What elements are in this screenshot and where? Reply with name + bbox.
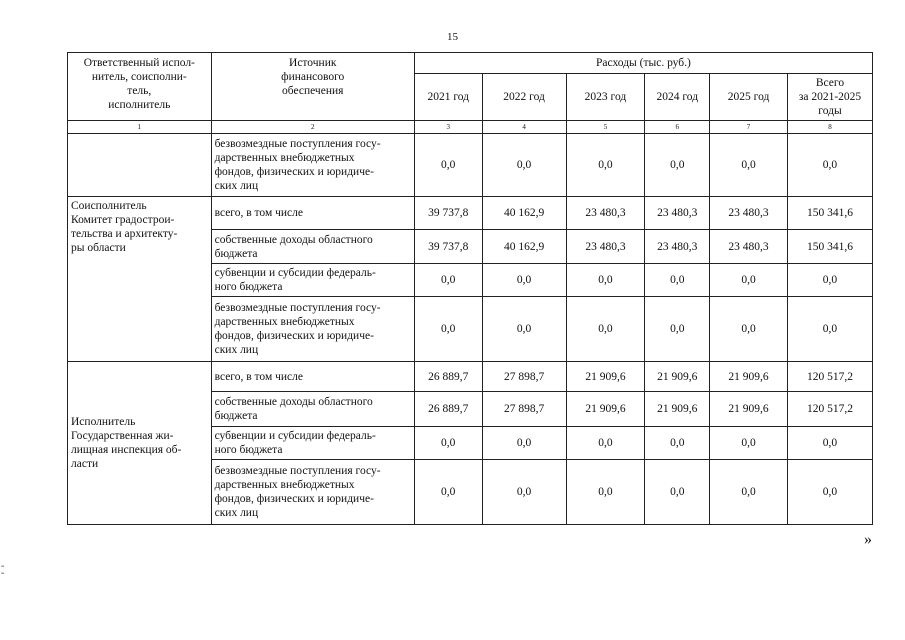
value-cell: 0,0: [566, 134, 645, 197]
source-cell: безвозмездные поступления госу- дарственных внебюджетных фондов, физических и юридиче- ских лиц: [211, 297, 414, 362]
value-cell: 0,0: [710, 134, 788, 197]
header-year: 2023 год: [566, 74, 645, 121]
column-index: 4: [482, 121, 566, 134]
header-year: 2022 год: [482, 74, 566, 121]
value-cell: 0,0: [414, 134, 482, 197]
total-cell: 0,0: [787, 264, 872, 297]
value-cell: 0,0: [710, 460, 788, 525]
column-index: 8: [787, 121, 872, 134]
value-cell: 40 162,9: [482, 197, 566, 230]
value-cell: 0,0: [645, 134, 710, 197]
column-index: 3: [414, 121, 482, 134]
value-cell: 21 909,6: [566, 362, 645, 392]
value-cell: 0,0: [645, 460, 710, 525]
total-cell: 0,0: [787, 460, 872, 525]
value-cell: 0,0: [710, 297, 788, 362]
value-cell: 26 889,7: [414, 362, 482, 392]
table-row: [68, 197, 873, 230]
total-cell: 0,0: [787, 134, 872, 197]
source-cell: безвозмездные поступления госу- дарственных внебюджетных фондов, физических и юридиче- ских лиц: [211, 460, 414, 525]
total-cell: 150 341,6: [787, 197, 872, 230]
expenses-table: [67, 52, 873, 525]
header-responsible: Ответственный испол- нитель, соисполни- тель, исполнитель: [68, 53, 212, 121]
value-cell: 0,0: [482, 134, 566, 197]
value-cell: 23 480,3: [645, 230, 710, 264]
closing-quote: »: [864, 531, 872, 548]
page-number: 15: [447, 31, 458, 43]
value-cell: 0,0: [566, 297, 645, 362]
source-cell: субвенции и субсидии федераль- ного бюджета: [211, 427, 414, 460]
value-cell: 23 480,3: [645, 197, 710, 230]
value-cell: 0,0: [710, 264, 788, 297]
value-cell: 0,0: [482, 460, 566, 525]
margin-marks: ≡ ≡: [1, 564, 5, 577]
total-cell: 0,0: [787, 297, 872, 362]
value-cell: 0,0: [710, 427, 788, 460]
column-index-row: [68, 121, 873, 134]
value-cell: 0,0: [566, 264, 645, 297]
value-cell: 23 480,3: [710, 230, 788, 264]
header-year: 2021 год: [414, 74, 482, 121]
value-cell: 0,0: [645, 427, 710, 460]
value-cell: 0,0: [414, 297, 482, 362]
value-cell: 0,0: [566, 460, 645, 525]
header-source: Источник финансового обеспечения: [211, 53, 414, 121]
header-expenses: Расходы (тыс. руб.): [414, 53, 872, 74]
source-cell: всего, в том числе: [211, 362, 414, 392]
column-index: 2: [211, 121, 414, 134]
value-cell: 0,0: [414, 460, 482, 525]
value-cell: 0,0: [482, 264, 566, 297]
value-cell: 23 480,3: [566, 230, 645, 264]
total-cell: 0,0: [787, 427, 872, 460]
source-cell: собственные доходы областного бюджета: [211, 392, 414, 427]
value-cell: 39 737,8: [414, 197, 482, 230]
value-cell: 0,0: [482, 427, 566, 460]
responsible-cell: Исполнитель Государственная жи- лищная инспекция об- ласти: [68, 362, 212, 525]
value-cell: 21 909,6: [566, 392, 645, 427]
value-cell: 23 480,3: [566, 197, 645, 230]
value-cell: 0,0: [566, 427, 645, 460]
header-year: 2024 год: [645, 74, 710, 121]
value-cell: 39 737,8: [414, 230, 482, 264]
value-cell: 0,0: [645, 264, 710, 297]
column-index: 1: [68, 121, 212, 134]
value-cell: 27 898,7: [482, 392, 566, 427]
responsible-cell: Соисполнитель Комитет градострои- тельства и архитекту- ры области: [68, 197, 212, 362]
source-cell: всего, в том числе: [211, 197, 414, 230]
column-index: 5: [566, 121, 645, 134]
value-cell: 21 909,6: [645, 362, 710, 392]
responsible-cell: [68, 134, 212, 197]
source-cell: субвенции и субсидии федераль- ного бюджета: [211, 264, 414, 297]
value-cell: 0,0: [645, 297, 710, 362]
column-index: 6: [645, 121, 710, 134]
value-cell: 0,0: [414, 264, 482, 297]
value-cell: 21 909,6: [710, 362, 788, 392]
table-row: [68, 134, 873, 197]
header-year: 2025 год: [710, 74, 788, 121]
value-cell: 0,0: [482, 297, 566, 362]
column-index: 7: [710, 121, 788, 134]
value-cell: 23 480,3: [710, 197, 788, 230]
value-cell: 26 889,7: [414, 392, 482, 427]
total-cell: 150 341,6: [787, 230, 872, 264]
source-cell: собственные доходы областного бюджета: [211, 230, 414, 264]
source-cell: безвозмездные поступления госу- дарственных внебюджетных фондов, физических и юридиче- ских лиц: [211, 134, 414, 197]
total-cell: 120 517,2: [787, 392, 872, 427]
total-cell: 120 517,2: [787, 362, 872, 392]
value-cell: 21 909,6: [645, 392, 710, 427]
table-body: [68, 134, 873, 525]
value-cell: 21 909,6: [710, 392, 788, 427]
value-cell: 0,0: [414, 427, 482, 460]
value-cell: 40 162,9: [482, 230, 566, 264]
table-row: [68, 362, 873, 392]
header-total: Всего за 2021-2025 годы: [787, 74, 872, 121]
value-cell: 27 898,7: [482, 362, 566, 392]
